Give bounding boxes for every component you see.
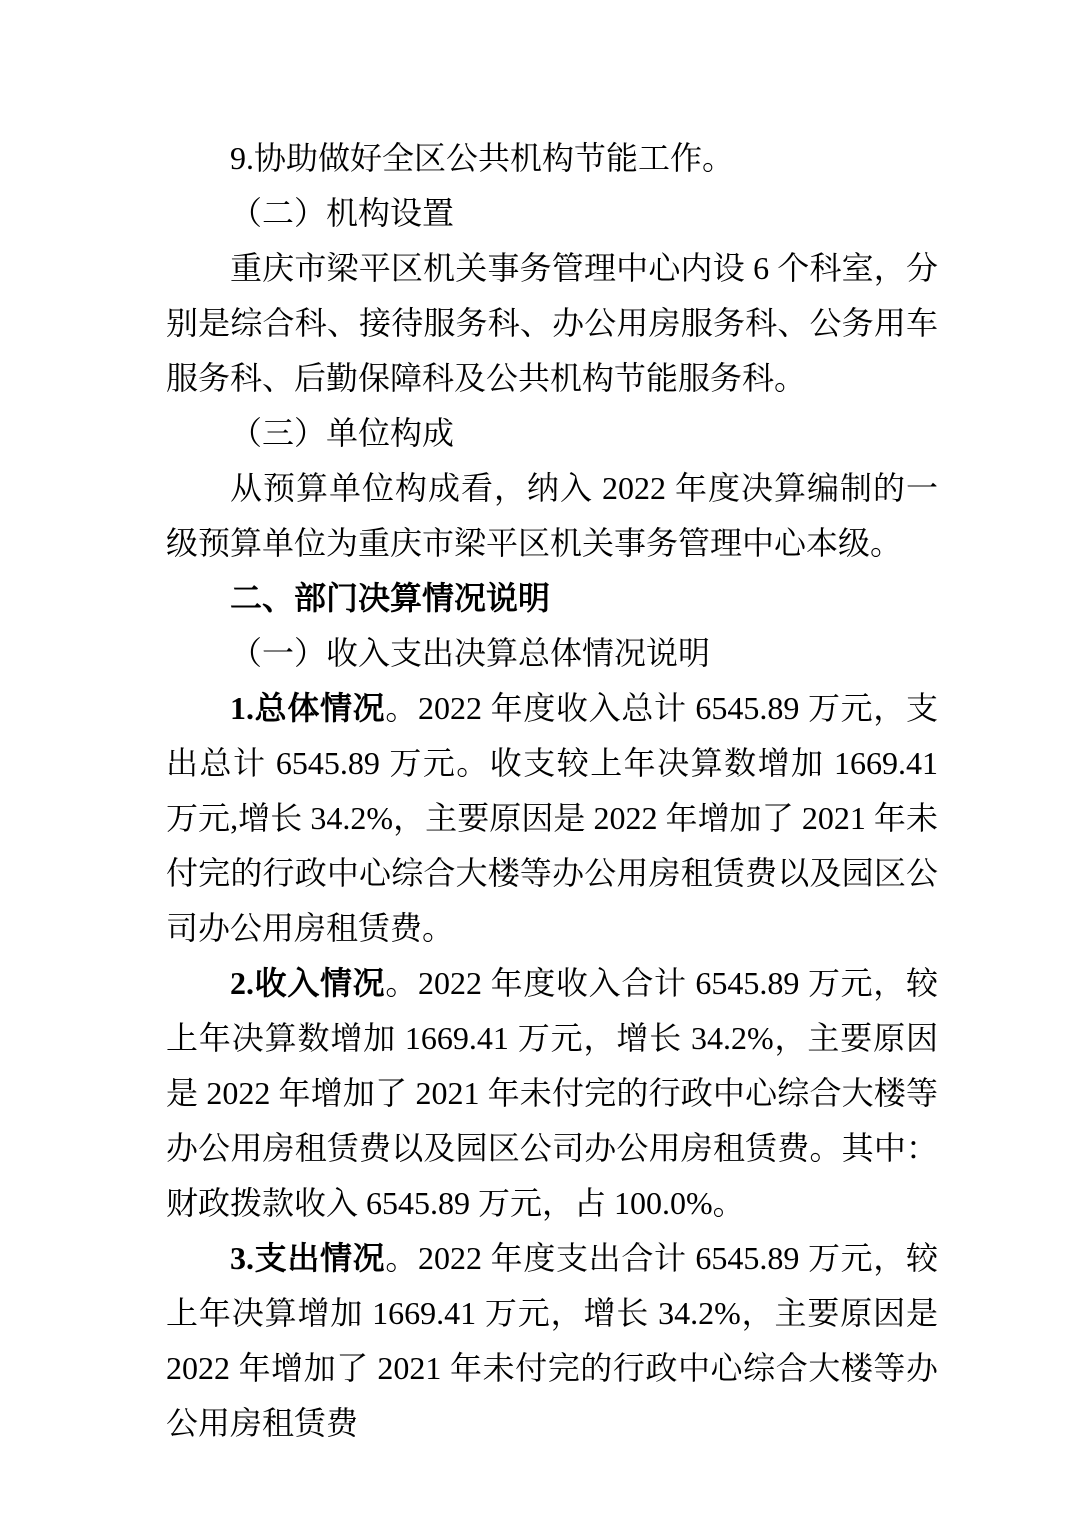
- text-run-bold: 1.总体情况: [230, 690, 386, 726]
- text-run-bold: 2.收入情况: [230, 965, 386, 1001]
- text-run: （二）机构设置: [230, 195, 455, 231]
- text-run: 9.协助做好全区公共机构节能工作。: [230, 140, 735, 176]
- text-run-bold: 二、部门决算情况说明: [230, 580, 551, 616]
- text-run: 。2022 年度支出合计 6545.89 万元，较上年决算增加 1669.41 万元，增长 34.2%，主要原因是 2022 年增加了 2021 年未付完的行政中心综合大楼等办公用房租赁费: [166, 1240, 938, 1441]
- text-run: 重庆市梁平区机关事务管理中心内设 6 个科室，分别是综合科、接待服务科、办公用房服务科、公务用车服务科、后勤保障科及公共机构节能服务科。: [166, 250, 938, 396]
- text-run: 。2022 年度收入合计 6545.89 万元，较上年决算数增加 1669.41 万元，增长 34.2%，主要原因是 2022 年增加了 2021 年未付完的行政中心综合大楼等办公用房租赁费以及园区公司办公用房租赁费。其中：财政拨款收入 6545.89 万元，占 100.0%。: [166, 965, 938, 1221]
- text-run: （三）单位构成: [230, 415, 455, 451]
- heading-section-3-unit-composition: [166, 406, 938, 461]
- para-org-setup: [166, 241, 938, 406]
- text-run: （一）收入支出决算总体情况说明: [230, 635, 711, 671]
- heading-part-2-final-accounts-explanation: [166, 571, 938, 626]
- para-2-income-situation: [166, 956, 938, 1231]
- document-body: [166, 131, 938, 1451]
- text-run-bold: 3.支出情况: [230, 1240, 386, 1276]
- heading-income-expenditure-overview: [166, 626, 938, 681]
- text-run: 。2022 年度收入总计 6545.89 万元，支出总计 6545.89 万元。收支较上年决算数增加 1669.41 万元,增长 34.2%，主要原因是 2022 年增加了 2021 年未付完的行政中心综合大楼等办公用房租赁费以及园区公司办公用房租赁费。: [166, 690, 938, 946]
- para-unit-composition: [166, 461, 938, 571]
- heading-section-2-org-setup: [166, 186, 938, 241]
- para-1-overall-situation: [166, 681, 938, 956]
- para-3-expenditure-situation: [166, 1231, 938, 1451]
- text-run: 从预算单位构成看，纳入 2022 年度决算编制的一级预算单位为重庆市梁平区机关事务管理中心本级。: [166, 470, 938, 561]
- item-9-energy-saving: [166, 131, 938, 186]
